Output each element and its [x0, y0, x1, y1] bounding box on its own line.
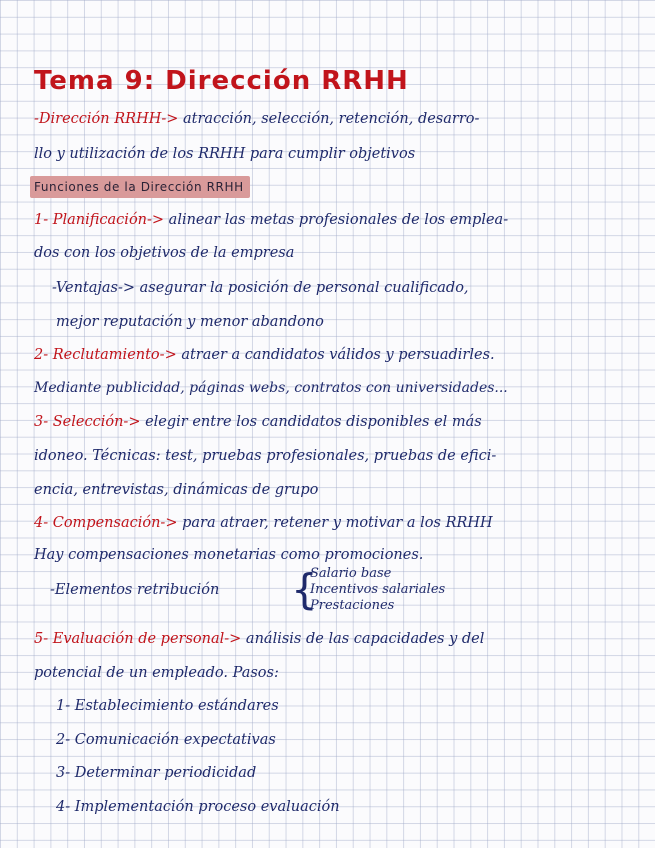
- seleccion-text-1: elegir entre los candidatos disponibles el más: [140, 414, 482, 430]
- reclutamiento-text-1: atraer a candidatos válidos y persuadirles.: [176, 347, 495, 363]
- elemento-item: Salario base: [310, 566, 392, 581]
- reclutamiento-line-1: [34, 345, 495, 365]
- reclutamiento-line-2: Mediante publicidad, páginas webs, contratos con universidades...: [34, 380, 508, 396]
- compensacion-label: 4- Compensación->: [34, 515, 178, 531]
- ventajas-line-1: -Ventajas-> asegurar la posición de personal cualificado,: [52, 280, 469, 296]
- intro-line-1: [34, 109, 479, 129]
- elemento-item: Prestaciones: [310, 598, 395, 613]
- functions-header: Funciones de la Dirección RRHH: [30, 176, 250, 198]
- functions-header-row: [30, 176, 250, 198]
- evaluacion-step: 2- Comunicación expectativas: [56, 732, 276, 748]
- planificacion-label: 1- Planificación->: [34, 212, 165, 228]
- seleccion-line-2: idoneo. Técnicas: test, pruebas profesionales, pruebas de efici-: [34, 448, 497, 464]
- elementos-list: [310, 566, 510, 614]
- evaluacion-text-1: análisis de las capacidades y del: [241, 631, 485, 647]
- elemento-item: Incentivos salariales: [310, 582, 446, 597]
- seleccion-line-1: [34, 412, 482, 432]
- compensacion-text-1: para atraer, retener y motivar a los RRHH: [177, 515, 493, 531]
- page-title: Tema 9: Dirección RRHH: [34, 66, 409, 96]
- planificacion-line-1: [34, 210, 508, 230]
- ventajas-line-2: mejor reputación y menor abandono: [56, 314, 324, 330]
- seleccion-line-3: encia, entrevistas, dinámicas de grupo: [34, 482, 319, 498]
- planificacion-text-1: alinear las metas profesionales de los emplea-: [164, 212, 509, 228]
- reclutamiento-label: 2- Reclutamiento->: [34, 347, 177, 363]
- evaluacion-step: 3- Determinar periodicidad: [56, 765, 257, 781]
- evaluacion-step: 1- Establecimiento estándares: [56, 698, 279, 714]
- compensacion-line-2: Hay compensaciones monetarias como promociones.: [34, 547, 424, 563]
- intro-label: -Dirección RRHH->: [34, 111, 179, 127]
- curly-bracket: {: [291, 565, 318, 614]
- elementos-label: -Elementos retribución: [50, 582, 220, 598]
- intro-text-1: atracción, selección, retención, desarro-: [178, 111, 480, 127]
- planificacion-line-2: dos con los objetivos de la empresa: [34, 245, 295, 261]
- evaluacion-line-1: [34, 629, 484, 649]
- intro-line-2: llo y utilización de los RRHH para cumplir objetivos: [34, 146, 416, 162]
- evaluacion-line-2: potencial de un empleado. Pasos:: [34, 665, 279, 681]
- evaluacion-label: 5- Evaluación de personal->: [34, 631, 242, 647]
- seleccion-label: 3- Selección->: [34, 414, 141, 430]
- compensacion-line-1: [34, 513, 493, 533]
- evaluacion-step: 4- Implementación proceso evaluación: [56, 799, 340, 815]
